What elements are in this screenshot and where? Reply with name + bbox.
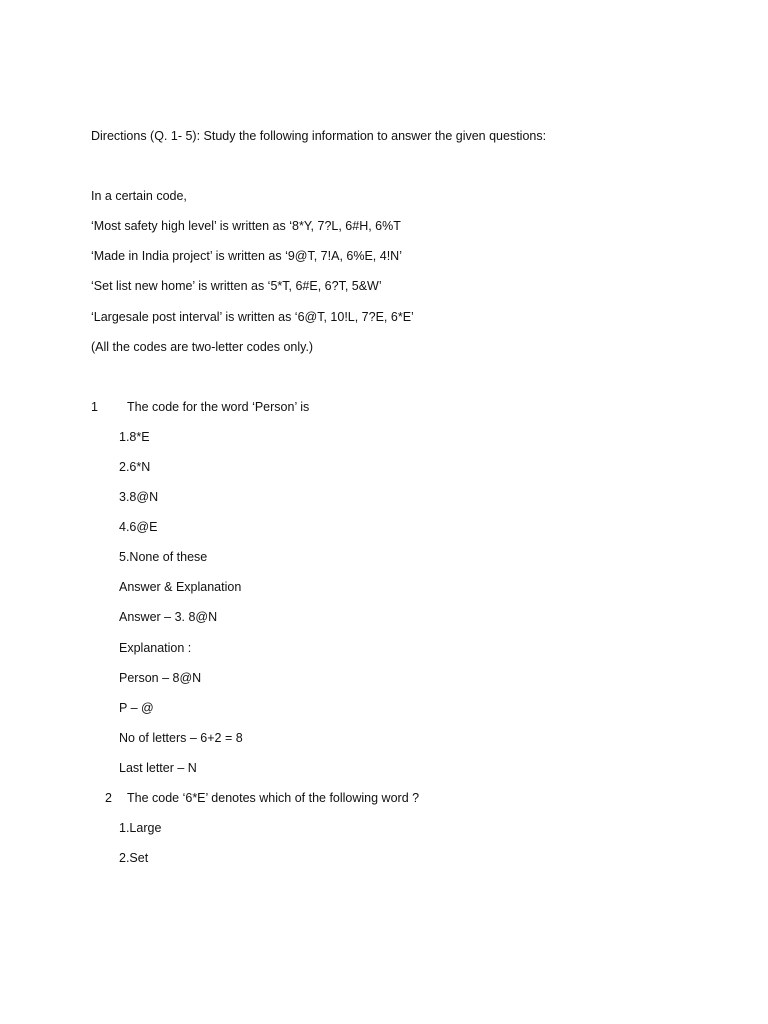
question-1-option-1: 1.8*E <box>119 430 150 444</box>
code-line-1: ‘Most safety high level’ is written as ‘8*Y, 7?L, 6#H, 6%T <box>91 219 401 233</box>
answer-explanation-header: Answer & Explanation <box>119 580 242 594</box>
code-line-2: ‘Made in India project’ is written as ‘9@T, 7!A, 6%E, 4!N’ <box>91 249 402 263</box>
explanation-line-2: P – @ <box>119 701 154 715</box>
question-1-number: 1 <box>91 400 98 414</box>
question-1-option-3: 3.8@N <box>119 490 159 504</box>
question-1-option-5: 5.None of these <box>119 550 208 564</box>
question-1-option-4: 4.6@E <box>119 520 158 534</box>
question-2-option-2: 2.Set <box>119 851 149 865</box>
intro-text: In a certain code, <box>91 189 187 203</box>
explanation-line-4: Last letter – N <box>119 761 197 775</box>
explanation-header: Explanation : <box>119 641 192 655</box>
question-2-text: The code ‘6*E’ denotes which of the following word ? <box>127 791 420 805</box>
explanation-line-1: Person – 8@N <box>119 671 202 685</box>
explanation-line-3: No of letters – 6+2 = 8 <box>119 731 243 745</box>
code-line-3: ‘Set list new home’ is written as ‘5*T, 6#E, 6?T, 5&W’ <box>91 279 382 293</box>
question-2-number: 2 <box>105 791 112 805</box>
directions-text: Directions (Q. 1- 5): Study the following information to answer the given questions: <box>91 129 547 143</box>
note-text: (All the codes are two-letter codes only.) <box>91 340 314 354</box>
question-1-text: The code for the word ‘Person’ is <box>127 400 310 414</box>
question-1-option-2: 2.6*N <box>119 460 151 474</box>
question-2-option-1: 1.Large <box>119 821 162 835</box>
code-line-4: ‘Largesale post interval’ is written as ‘6@T, 10!L, 7?E, 6*E’ <box>91 310 414 324</box>
answer-text: Answer – 3. 8@N <box>119 610 218 624</box>
